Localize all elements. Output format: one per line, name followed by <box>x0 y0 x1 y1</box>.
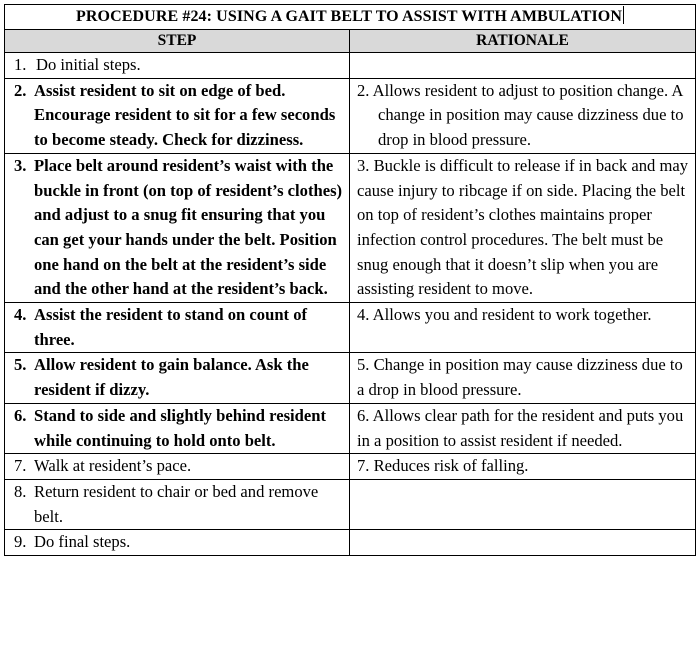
rationale-text: 3. Buckle is difficult to release if in back and may cause injury to ribcage if on side. Placing the belt on top of resident’s clothes maintains proper infection control procedures. The belt must be snug enough that it doesn’t slip when you are assisting resident to move. <box>357 155 689 299</box>
table-row <box>5 303 696 353</box>
step-cell <box>5 153 350 302</box>
rationale-cell <box>350 303 696 353</box>
step-number: 4. <box>14 305 27 325</box>
rationale-text: 4. Allows you and resident to work together. <box>357 305 652 325</box>
step-number: 3. <box>14 155 27 175</box>
step-cell <box>5 53 350 79</box>
rationale-text: 7. Reduces risk of falling. <box>357 456 529 476</box>
rationale-text: 2. Allows resident to adjust to position change. A change in position may cause dizziness due to drop in blood pressure. <box>357 80 684 150</box>
rationale-cell <box>350 479 696 529</box>
table-row <box>5 353 696 403</box>
rationale-cell <box>350 530 696 556</box>
step-number: 2. <box>14 80 27 100</box>
table-row <box>5 530 696 556</box>
step-column-header: STEP <box>5 30 350 53</box>
step-text: Assist the resident to stand on count of three. <box>34 305 308 349</box>
step-number: 5. <box>14 355 27 375</box>
procedure-table <box>4 4 696 556</box>
table-row <box>5 78 696 153</box>
step-number: 6. <box>14 405 27 425</box>
table-row <box>5 53 696 79</box>
table-row <box>5 479 696 529</box>
rationale-cell <box>350 78 696 153</box>
step-text: Return resident to chair or bed and remove belt. <box>34 481 319 526</box>
table-row <box>5 403 696 453</box>
step-number: 8. <box>14 481 27 501</box>
step-text: Do final steps. <box>34 532 131 552</box>
procedure-title: PROCEDURE #24: USING A GAIT BELT TO ASSIST WITH AMBULATION <box>5 5 696 30</box>
step-text: Stand to side and slightly behind resident while continuing to hold onto belt. <box>34 405 327 450</box>
step-text: Place belt around resident’s waist with the buckle in front (on top of resident’s clothes) and adjust to a snug fit ensuring that you can get your hands under the belt. Position one hand on the belt at the resident’s side and the other hand at the resident’s back. <box>34 155 343 299</box>
table-row <box>5 153 696 302</box>
step-cell <box>5 78 350 153</box>
rationale-text: 5. Change in position may cause dizziness due to a drop in blood pressure. <box>357 355 683 400</box>
step-number: 7. <box>14 456 27 476</box>
rationale-cell <box>350 454 696 480</box>
step-text: Assist resident to sit on edge of bed. Encourage resident to sit for a few seconds to become steady. Check for dizziness. <box>34 80 336 150</box>
step-cell <box>5 353 350 403</box>
step-cell <box>5 530 350 556</box>
text-cursor <box>623 6 624 24</box>
step-number: 1. <box>14 55 27 74</box>
step-cell <box>5 454 350 480</box>
step-cell <box>5 403 350 453</box>
rationale-column-header: RATIONALE <box>350 30 696 53</box>
step-text: Walk at resident’s pace. <box>34 456 192 476</box>
rationale-cell <box>350 353 696 403</box>
step-number: 9. <box>14 532 27 552</box>
step-cell <box>5 303 350 353</box>
table-row <box>5 454 696 480</box>
step-text: Do initial steps. <box>36 55 141 74</box>
step-text: Allow resident to gain balance. Ask the resident if dizzy. <box>34 355 309 400</box>
rationale-cell <box>350 403 696 453</box>
step-cell <box>5 479 350 529</box>
rationale-cell <box>350 53 696 79</box>
rationale-text: 6. Allows clear path for the resident and puts you in a position to assist resident if needed. <box>357 405 684 450</box>
rationale-cell <box>350 153 696 302</box>
